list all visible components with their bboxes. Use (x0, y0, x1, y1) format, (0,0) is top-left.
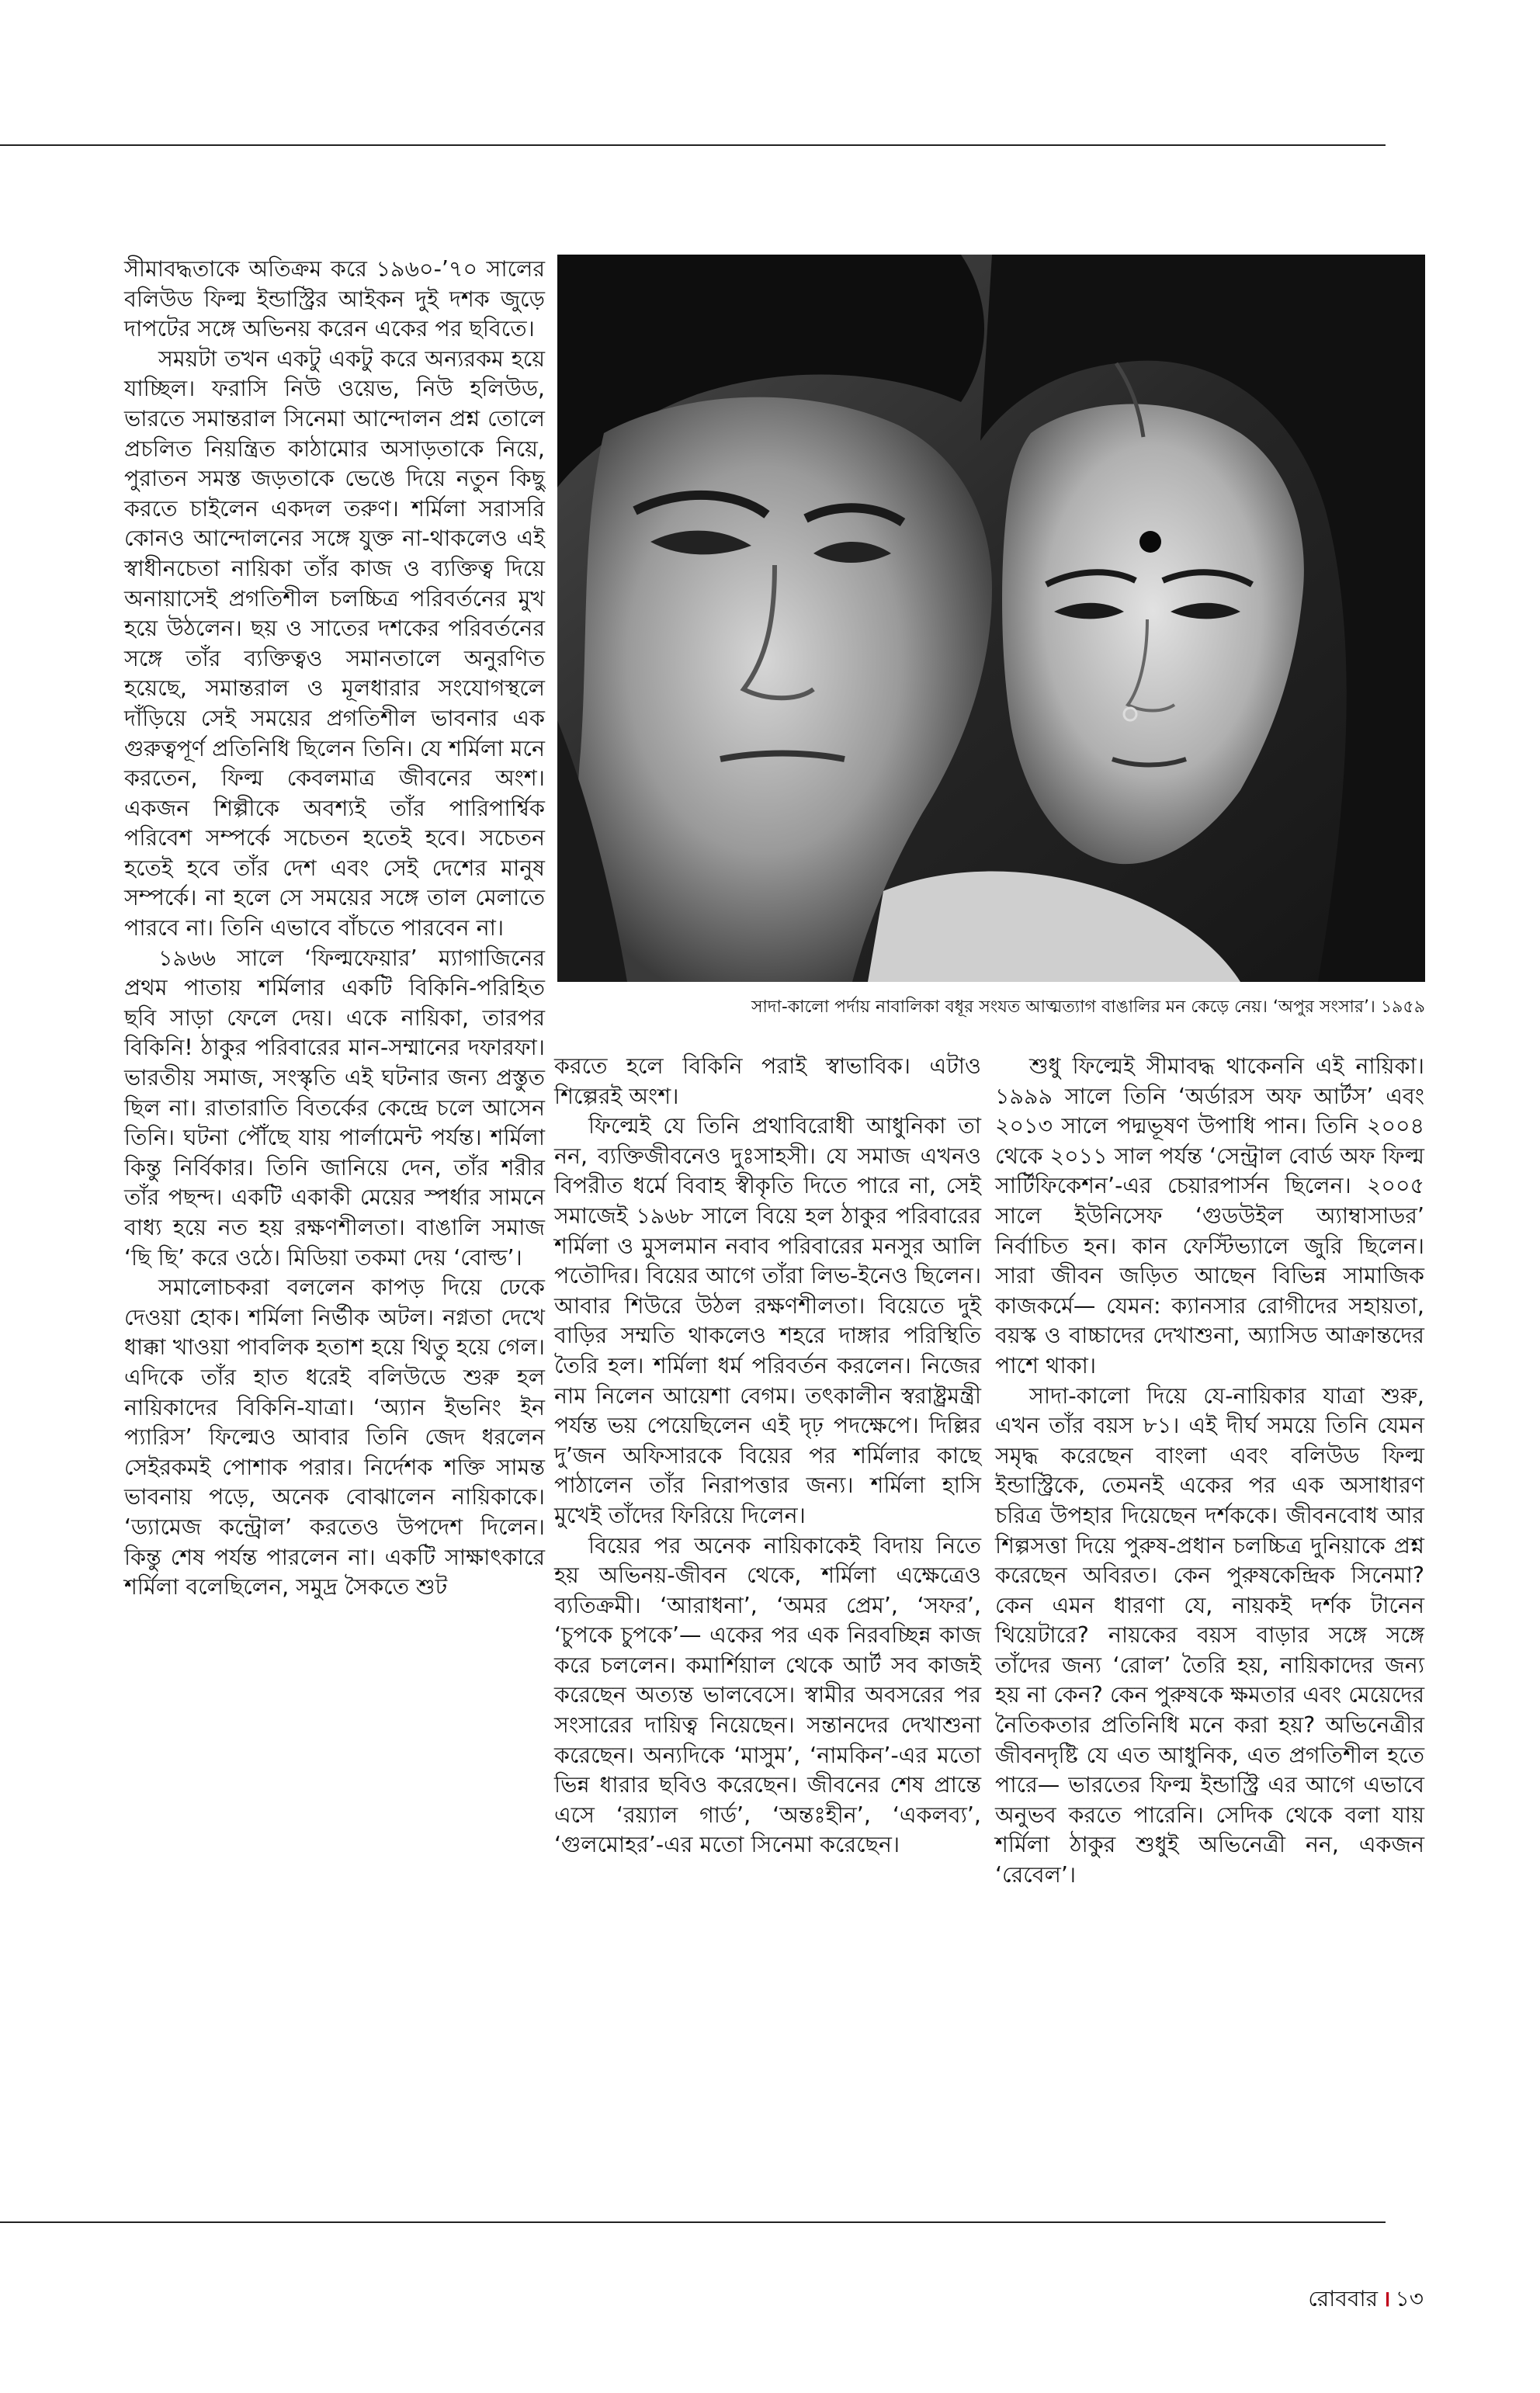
film-still-photo (557, 255, 1425, 982)
photo-caption: সাদা-কালো পর্দায় নাবালিকা বধূর সংযত আত্মত্যাগ বাঙালির মন কেড়ে নেয়। ‘অপুর সংসার’। ১৯৫৯ (751, 997, 1425, 1017)
article-column-3 (995, 1052, 1424, 1891)
footer-rule (0, 2221, 1386, 2223)
paragraph: ১৯৬৬ সালে ‘ফিল্মফেয়ার’ ম্যাগাজিনের প্রথম পাতায় শর্মিলার একটি বিকিনি-পরিহিত ছবি সাড়া ফেলে দেয়। একে নায়িকা, তারপর বিকিনি! ঠাকুর পরিবারের মান-সম্মানের দফারফা। ভারতীয় সমাজ, সংস্কৃতি এই ঘটনার জন্য প্রস্তুত ছিল না। রাতারাতি বিতর্কের কেন্দ্রে চলে আসেন তিনি। ঘটনা পৌঁছে যায় পার্লামেন্ট পর্যন্ত। শর্মিলা কিন্তু নির্বিকার। তিনি জানিয়ে দেন, তাঁর শরীর তাঁর পছন্দ। একটি একাকী মেয়ের স্পর্ধার সামনে বাধ্য হয়ে নত হয় রক্ষণশীলতা। বাঙালি সমাজ ‘ছি ছি’ করে ওঠে। মিডিয়া তকমা দেয় ‘বোল্ড’। (124, 945, 545, 1271)
paragraph: বিয়ের পর অনেক নায়িকাকেই বিদায় নিতে হয় অভিনয়-জীবন থেকে, শর্মিলা এক্ষেত্রেও ব্যতিক্রমী। ‘আরাধনা’, ‘অমর প্রেম’, ‘সফর’, ‘চুপকে চুপকে’— একের পর এক নিরবচ্ছিন্ন কাজ করে চললেন। কমার্শিয়াল থেকে আর্ট সব কাজই করেছেন অত্যন্ত ভালবেসে। স্বামীর অবসরের পর সংসারের দায়িত্ব নিয়েছেন। সন্তানদের দেখাশুনা করেছেন। অন্যদিকে ‘মাসুম’, ‘নামকিন’-এর মতো ভিন্ন ধারার ছবিও করেছেন। জীবনের শেষ প্রান্তে এসে ‘রয়্যাল গার্ড’, ‘অন্তঃহীন’, ‘একলব্য’, ‘গুলমোহর’-এর মতো সিনেমা করেছেন। (554, 1532, 981, 1858)
paragraph: সীমাবদ্ধতাকে অতিক্রম করে ১৯৬০-’৭০ সালের বলিউড ফিল্ম ইন্ডাস্ট্রির আইকন দুই দশক জুড়ে দাপটের সঙ্গে অভিনয় করেন একের পর ছবিতে। (124, 256, 545, 342)
paragraph: করতে হলে বিকিনি পরাই স্বাভাবিক। এটাও শিল্পেরই অংশ। (554, 1053, 981, 1109)
header-rule (0, 144, 1386, 146)
page-number: ১৩ (1395, 2286, 1424, 2311)
footer-separator: । (1382, 2286, 1391, 2311)
page-footer (1308, 2282, 1424, 2318)
paragraph: ফিল্মেই যে তিনি প্রথাবিরোধী আধুনিকা তা নন, ব্যক্তিজীবনেও দুঃসাহসী। যে সমাজ এখনও বিপরীত ধর্মে বিবাহ স্বীকৃতি দিতে পারে না, সেই সমাজেই ১৯৬৮ সালে বিয়ে হল ঠাকুর পরিবারের শর্মিলা ও মুসলমান নবাব পরিবারের মনসুর আলি পতৌদির। বিয়ের আগে তাঁরা লিভ-ইনেও ছিলেন। আবার শিউরে উঠল রক্ষণশীলতা। বিয়েতে দুই বাড়ির সম্মতি থাকলেও শহরে দাঙ্গার পরিস্থিতি তৈরি হল। শর্মিলা ধর্ম পরিবর্তন করলেন। নিজের নাম নিলেন আয়েশা বেগম। তৎকালীন স্বরাষ্ট্রমন্ত্রী পর্যন্ত ভয় পেয়েছিলেন এই দৃঢ় পদক্ষেপে। দিল্লির দু’জন অফিসারকে বিয়ের পর শর্মিলার কাছে পাঠালেন তাঁর নিরাপত্তার জন্য। শর্মিলা হাসি মুখেই তাঁদের ফিরিয়ে দিলেন। (554, 1113, 982, 1528)
paragraph: সমালোচকরা বললেন কাপড় দিয়ে ঢেকে দেওয়া হোক। শর্মিলা নির্ভীক অটল। নগ্নতা দেখে ধাক্কা খাওয়া পাবলিক হতাশ হয়ে থিতু হয়ে গেল। এদিকে তাঁর হাত ধরেই বলিউডে শুরু হল নায়িকাদের বিকিনি-যাত্রা। ‘অ্যান ইভনিং ইন প্যারিস’ ফিল্মেও আবার তিনি জেদ ধরলেন সেইরকমই পোশাক পরার। নির্দেশক শক্তি সামন্ত ভাবনায় পড়ে, অনেক বোঝালেন নায়িকাকে। ‘ড্যামেজ কন্ট্রোল’ করতেও উপদেশ দিলেন। কিন্তু শেষ পর্যন্ত পারলেন না। একটি সাক্ষাৎকারে শর্মিলা বলেছিলেন, সমুদ্র সৈকতে শুট (124, 1275, 545, 1601)
magazine-name: রোববার (1308, 2286, 1378, 2311)
article-column-2 (554, 1052, 981, 1861)
paragraph: শুধু ফিল্মেই সীমাবদ্ধ থাকেননি এই নায়িকা। ১৯৯৯ সালে তিনি ‘অর্ডারস অফ আর্টস’ এবং ২০১৩ সালে পদ্মভূষণ উপাধি পান। তিনি ২০০৪ থেকে ২০১১ সাল পর্যন্ত ‘সেন্ট্রাল বোর্ড অফ ফিল্ম সার্টিফিকেশন’-এর চেয়ারপার্সন ছিলেন। ২০০৫ সালে ইউনিসেফ ‘গুডউইল অ্যাম্বাসাডর’ নির্বাচিত হন। কান ফেস্টিভ্যালে জুরি ছিলেন। সারা জীবন জড়িত আছেন বিভিন্ন সামাজিক কাজকর্মে— যেমন: ক্যানসার রোগীদের সহায়তা, বয়স্ক ও বাচ্চাদের দেখাশুনা, অ্যাসিড আক্রান্তদের পাশে থাকা। (995, 1053, 1424, 1379)
article-column-1 (124, 255, 545, 1603)
photo-illustration (557, 255, 1425, 982)
paragraph: সময়টা তখন একটু একটু করে অন্যরকম হয়ে যাচ্ছিল। ফরাসি নিউ ওয়েভ, নিউ হলিউড, ভারতে সমান্তরাল সিনেমা আন্দোলন প্রশ্ন তোলে প্রচলিত নিয়ন্ত্রিত কাঠামোর অসাড়তাকে নিয়ে, পুরাতন সমস্ত জড়তাকে ভেঙে দিয়ে নতুন কিছু করতে চাইলেন একদল তরুণ। শর্মিলা সরাসরি কোনও আন্দোলনের সঙ্গে যুক্ত না-থাকলেও এই স্বাধীনচেতা নায়িকা তাঁর কাজ ও ব্যক্তিত্ব দিয়ে অনায়াসেই প্রগতিশীল চলচ্চিত্র পরিবর্তনের মুখ হয়ে উঠলেন। ছয় ও সাতের দশকের পরিবর্তনের সঙ্গে তাঁর ব্যক্তিত্বও সমানতালে অনুরণিত হয়েছে, সমান্তরাল ও মূলধারার সংযোগস্থলে দাঁড়িয়ে সেই সময়ের প্রগতিশীল ভাবনার এক গুরুত্বপূর্ণ প্রতিনিধি ছিলেন তিনি। যে শর্মিলা মনে করতেন, ফিল্ম কেবলমাত্র জীবনের অংশ। একজন শিল্পীকে অবশ্যই তাঁর পারিপার্শ্বিক পরিবেশ সম্পর্কে সচেতন হতেই হবে। সচেতন হতেই হবে তাঁর দেশ এবং সেই দেশের মানুষ সম্পর্কে। না হলে সে সময়ের সঙ্গে তাল মেলাতে পারবে না। তিনি এভাবে বাঁচতে পারবেন না। (124, 345, 545, 942)
paragraph: সাদা-কালো দিয়ে যে-নায়িকার যাত্রা শুরু, এখন তাঁর বয়স ৮১। এই দীর্ঘ সময়ে তিনি যেমন সমৃদ্ধ করেছেন বাংলা এবং বলিউড ফিল্ম ইন্ডাস্ট্রিকে, তেমনই একের পর এক অসাধারণ চরিত্র উপহার দিয়েছেন দর্শককে। জীবনবোধ আর শিল্পসত্তা দিয়ে পুরুষ-প্রধান চলচ্চিত্র দুনিয়াকে প্রশ্ন করেছেন অবিরত। কেন পুরুষকেন্দ্রিক সিনেমা? কেন এমন ধারণা যে, নায়কই দর্শক টানেন থিয়েটারে? নায়কের বয়স বাড়ার সঙ্গে সঙ্গে তাঁদের জন্য ‘রোল’ তৈরি হয়, নায়িকাদের জন্য হয় না কেন? কেন পুরুষকে ক্ষমতার এবং মেয়েদের নৈতিকতার প্রতিনিধি মনে করা হয়? অভিনেত্রীর জীবনদৃষ্টি যে এত আধুনিক, এত প্রগতিশীল হতে পারে— ভারতের ফিল্ম ইন্ডাস্ট্রি এর আগে এভাবে অনুভব করতে পারেনি। সেদিক থেকে বলা যায় শর্মিলা ঠাকুর শুধুই অভিনেত্রী নন, একজন ‘রেবেল’। (995, 1382, 1424, 1888)
